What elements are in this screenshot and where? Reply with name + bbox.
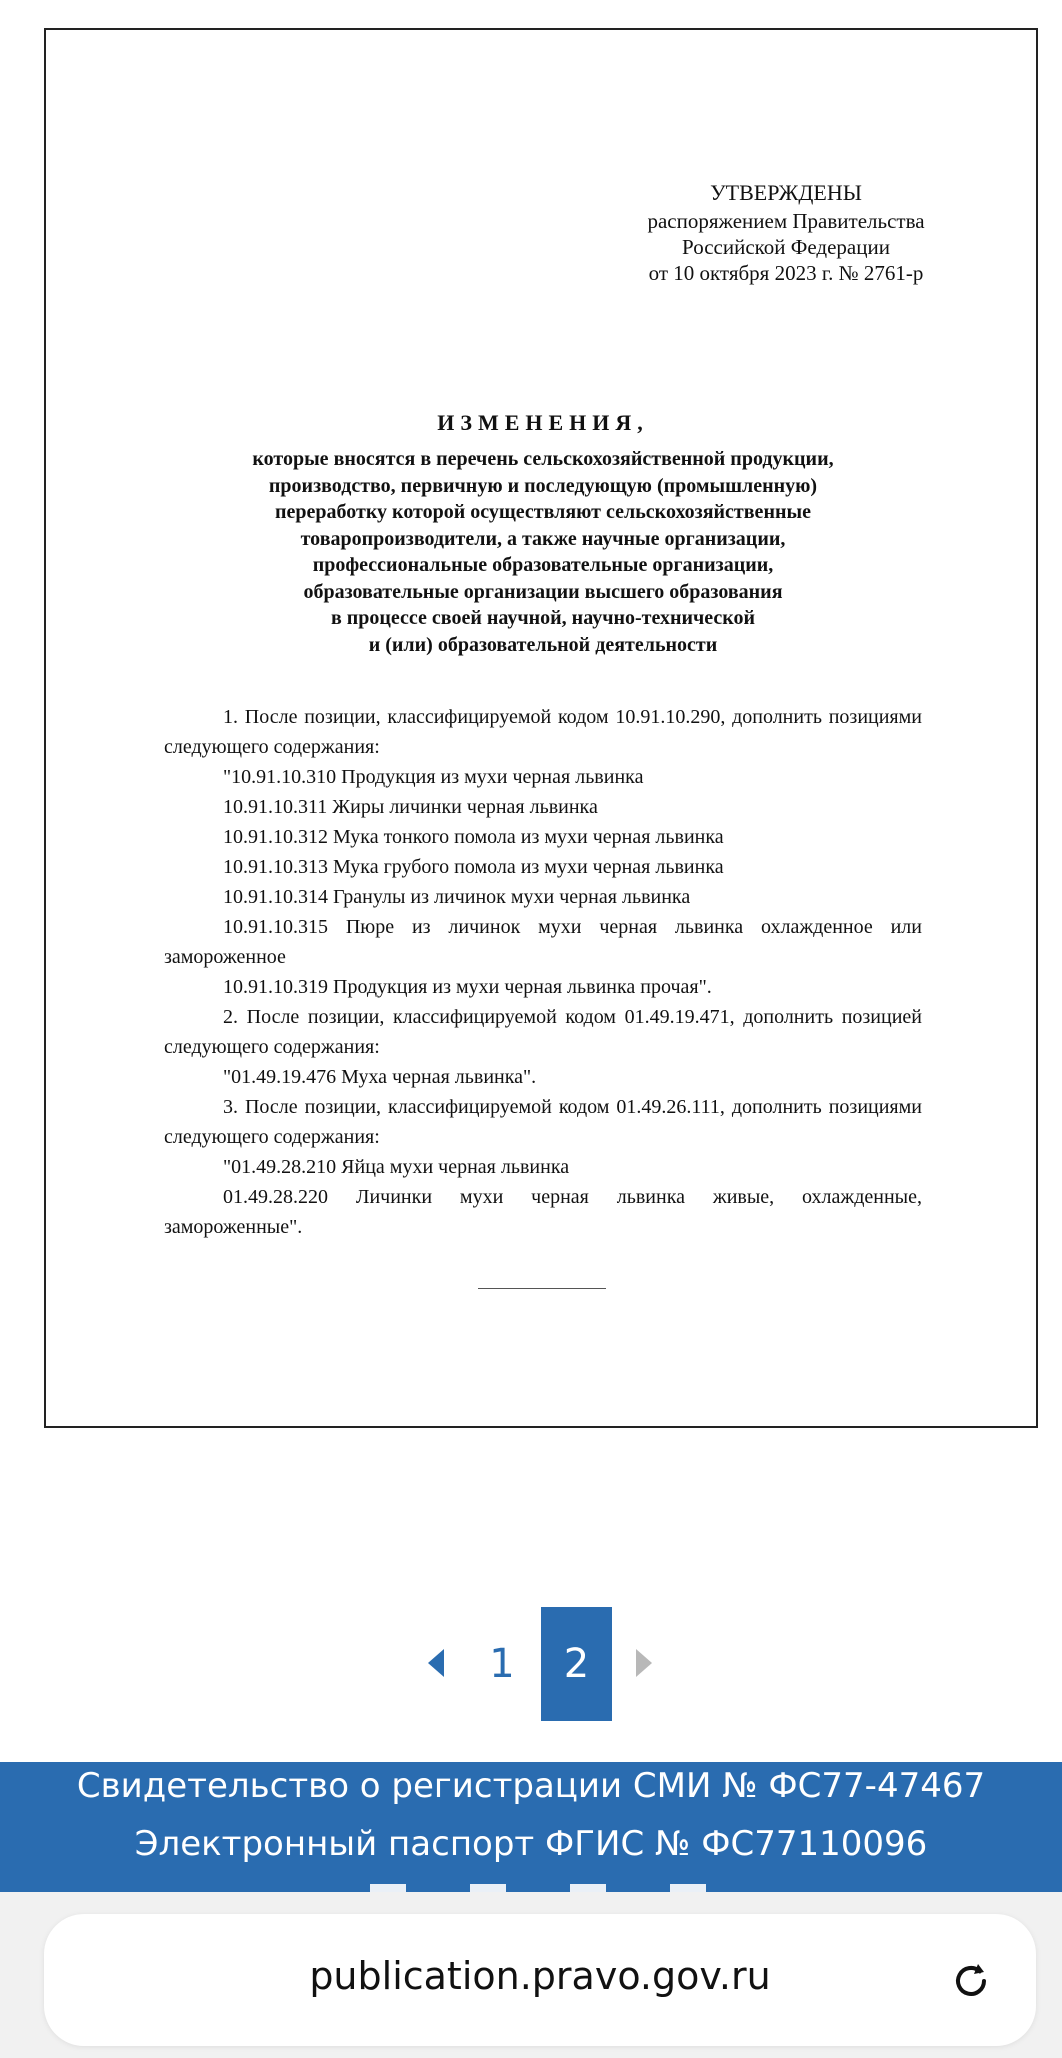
reload-icon[interactable] xyxy=(948,1958,994,2004)
subtitle-line: производство, первичную и последующую (промышленную) xyxy=(268,474,818,497)
address-bar[interactable] xyxy=(44,1914,1036,2046)
document-subtitle xyxy=(46,446,1040,658)
paragraph: 10.91.10.312 Мука тонкого помола из мухи черная львинка xyxy=(223,826,724,848)
paragraph: 10.91.10.315 Пюре из личинок мухи черная львинка охлажденное или замороженное xyxy=(164,916,922,968)
paragraph: 1. После позиции, классифицируемой кодом 10.91.10.290, дополнить позициями следующего содержания: xyxy=(164,706,922,758)
paragraph: 2. После позиции, классифицируемой кодом 01.49.19.471, дополнить позицией следующего содержания: xyxy=(164,1006,922,1058)
approval-line: Российской Федерации xyxy=(682,235,890,259)
paragraph: "10.91.10.310 Продукция из мухи черная львинка xyxy=(223,766,644,788)
subtitle-line: образовательные организации высшего образования xyxy=(303,580,783,603)
approval-line: распоряжением Правительства xyxy=(647,209,925,233)
page-current-2[interactable]: 2 xyxy=(541,1607,612,1721)
subtitle-line: и (или) образовательной деятельности xyxy=(368,633,718,656)
subtitle-line: товаропроизводители, а также научные организации, xyxy=(300,527,786,550)
document-heading: ИЗМЕНЕНИЯ, xyxy=(437,410,649,435)
paragraph: 10.91.10.314 Гранулы из личинок мухи черная львинка xyxy=(223,886,691,908)
paragraph: 01.49.28.220 Личинки мухи черная львинка живые, охлажденные, замороженные". xyxy=(164,1186,922,1238)
paragraph: 10.91.10.313 Мука грубого помола из мухи черная львинка xyxy=(223,856,724,878)
approval-line: от 10 октября 2023 г. № 2761-р xyxy=(648,261,924,285)
document-page xyxy=(44,28,1038,1428)
chevron-left-icon[interactable] xyxy=(428,1649,444,1677)
paragraph: 3. После позиции, классифицируемой кодом 01.49.26.111, дополнить позициями следующего содержания: xyxy=(164,1096,922,1148)
page-link-1[interactable]: 1 xyxy=(489,1641,515,1687)
subtitle-line: которые вносятся в перечень сельскохозяйственной продукции, xyxy=(252,448,834,470)
chevron-right-icon[interactable] xyxy=(636,1649,652,1677)
subtitle-line: профессиональные образовательные организации, xyxy=(312,554,774,576)
subtitle-line: в процессе своей научной, научно-технической xyxy=(330,607,756,629)
paragraph: "01.49.28.210 Яйца мухи черная львинка xyxy=(223,1156,570,1178)
subtitle-line: переработку которой осуществляют сельскохозяйственные xyxy=(275,501,811,523)
url-text[interactable]: publication.pravo.gov.ru xyxy=(309,1954,771,1998)
paragraph: 10.91.10.311 Жиры личинки черная львинка xyxy=(223,796,598,818)
document-body xyxy=(164,702,922,1242)
footer-registration: Свидетельство о регистрации СМИ № ФС77-47467 xyxy=(76,1766,986,1806)
browser-toolbar xyxy=(0,1892,1062,2058)
paragraph: 10.91.10.319 Продукция из мухи черная львинка прочая". xyxy=(223,976,712,998)
paragraph: "01.49.19.476 Муха черная львинка". xyxy=(223,1066,537,1088)
pagination xyxy=(0,1607,1062,1721)
end-rule xyxy=(478,1288,606,1289)
footer-passport: Электронный паспорт ФГИС № ФС77110096 xyxy=(134,1824,928,1864)
approval-title: УТВЕРЖДЕНЫ xyxy=(710,180,862,205)
